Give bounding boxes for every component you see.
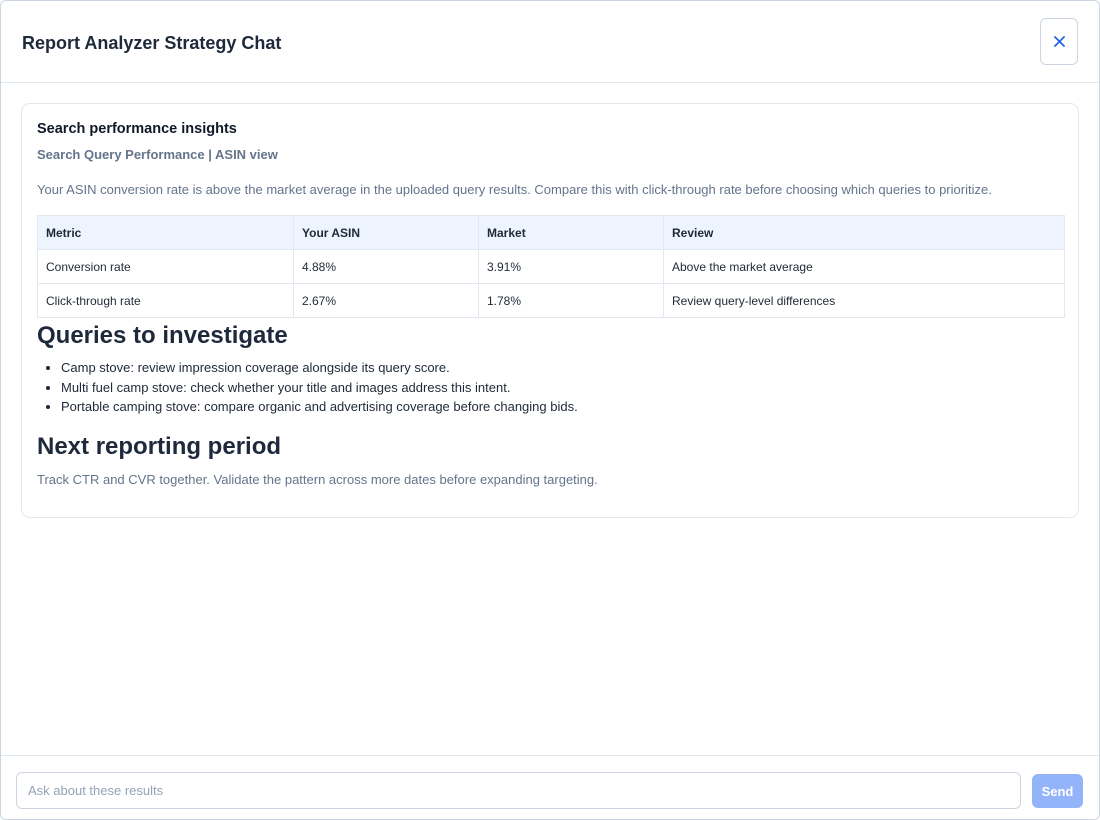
chat-input[interactable]: [16, 772, 1021, 809]
column-header-review: Review: [664, 216, 1065, 250]
column-header-your-asin: Your ASIN: [294, 216, 479, 250]
list-item: • Portable camping stove: compare organic and advertising coverage before changing bids.: [61, 397, 578, 417]
chat-messages-area[interactable]: [1, 83, 1099, 755]
table-cell-metric: Click-through rate: [38, 284, 294, 318]
next-period-heading: Next reporting period: [37, 433, 282, 460]
metrics-table: [37, 215, 1065, 318]
report-subtitle: Search Query Performance | ASIN view: [37, 147, 278, 162]
table-cell-review: Above the market average: [664, 250, 1065, 284]
table-row: [38, 284, 1065, 318]
dialog-header: [1, 1, 1099, 83]
list-item: • Camp stove: review impression coverage alongside its query score.: [61, 358, 578, 378]
insights-card: [21, 103, 1079, 518]
close-button[interactable]: [1040, 18, 1078, 65]
next-period-text: Track CTR and CVR together. Validate the pattern across more dates before expanding targeting.: [37, 472, 598, 487]
close-icon: [1054, 36, 1065, 47]
table-cell-review: Review query-level differences: [664, 284, 1065, 318]
queries-heading: Queries to investigate: [37, 322, 288, 349]
table-cell-market: 1.78%: [479, 284, 664, 318]
table-header-row: [38, 216, 1065, 250]
column-header-market: Market: [479, 216, 664, 250]
insights-title: Search performance insights: [37, 121, 237, 137]
send-button[interactable]: Send: [1032, 774, 1083, 808]
chat-footer: [1, 755, 1099, 819]
dialog-title: Report Analyzer Strategy Chat: [22, 33, 282, 53]
table-cell-metric: Conversion rate: [38, 250, 294, 284]
column-header-metric: Metric: [38, 216, 294, 250]
insights-description: Your ASIN conversion rate is above the market average in the uploaded query results. Compare this with click-through rate before choosing which queries to prioritize.: [37, 182, 992, 197]
table-cell-your-asin: 4.88%: [294, 250, 479, 284]
list-item: • Multi fuel camp stove: check whether your title and images address this intent.: [61, 378, 578, 398]
table-cell-market: 3.91%: [479, 250, 664, 284]
table-cell-your-asin: 2.67%: [294, 284, 479, 318]
queries-list: [37, 358, 578, 417]
table-row: [38, 250, 1065, 284]
